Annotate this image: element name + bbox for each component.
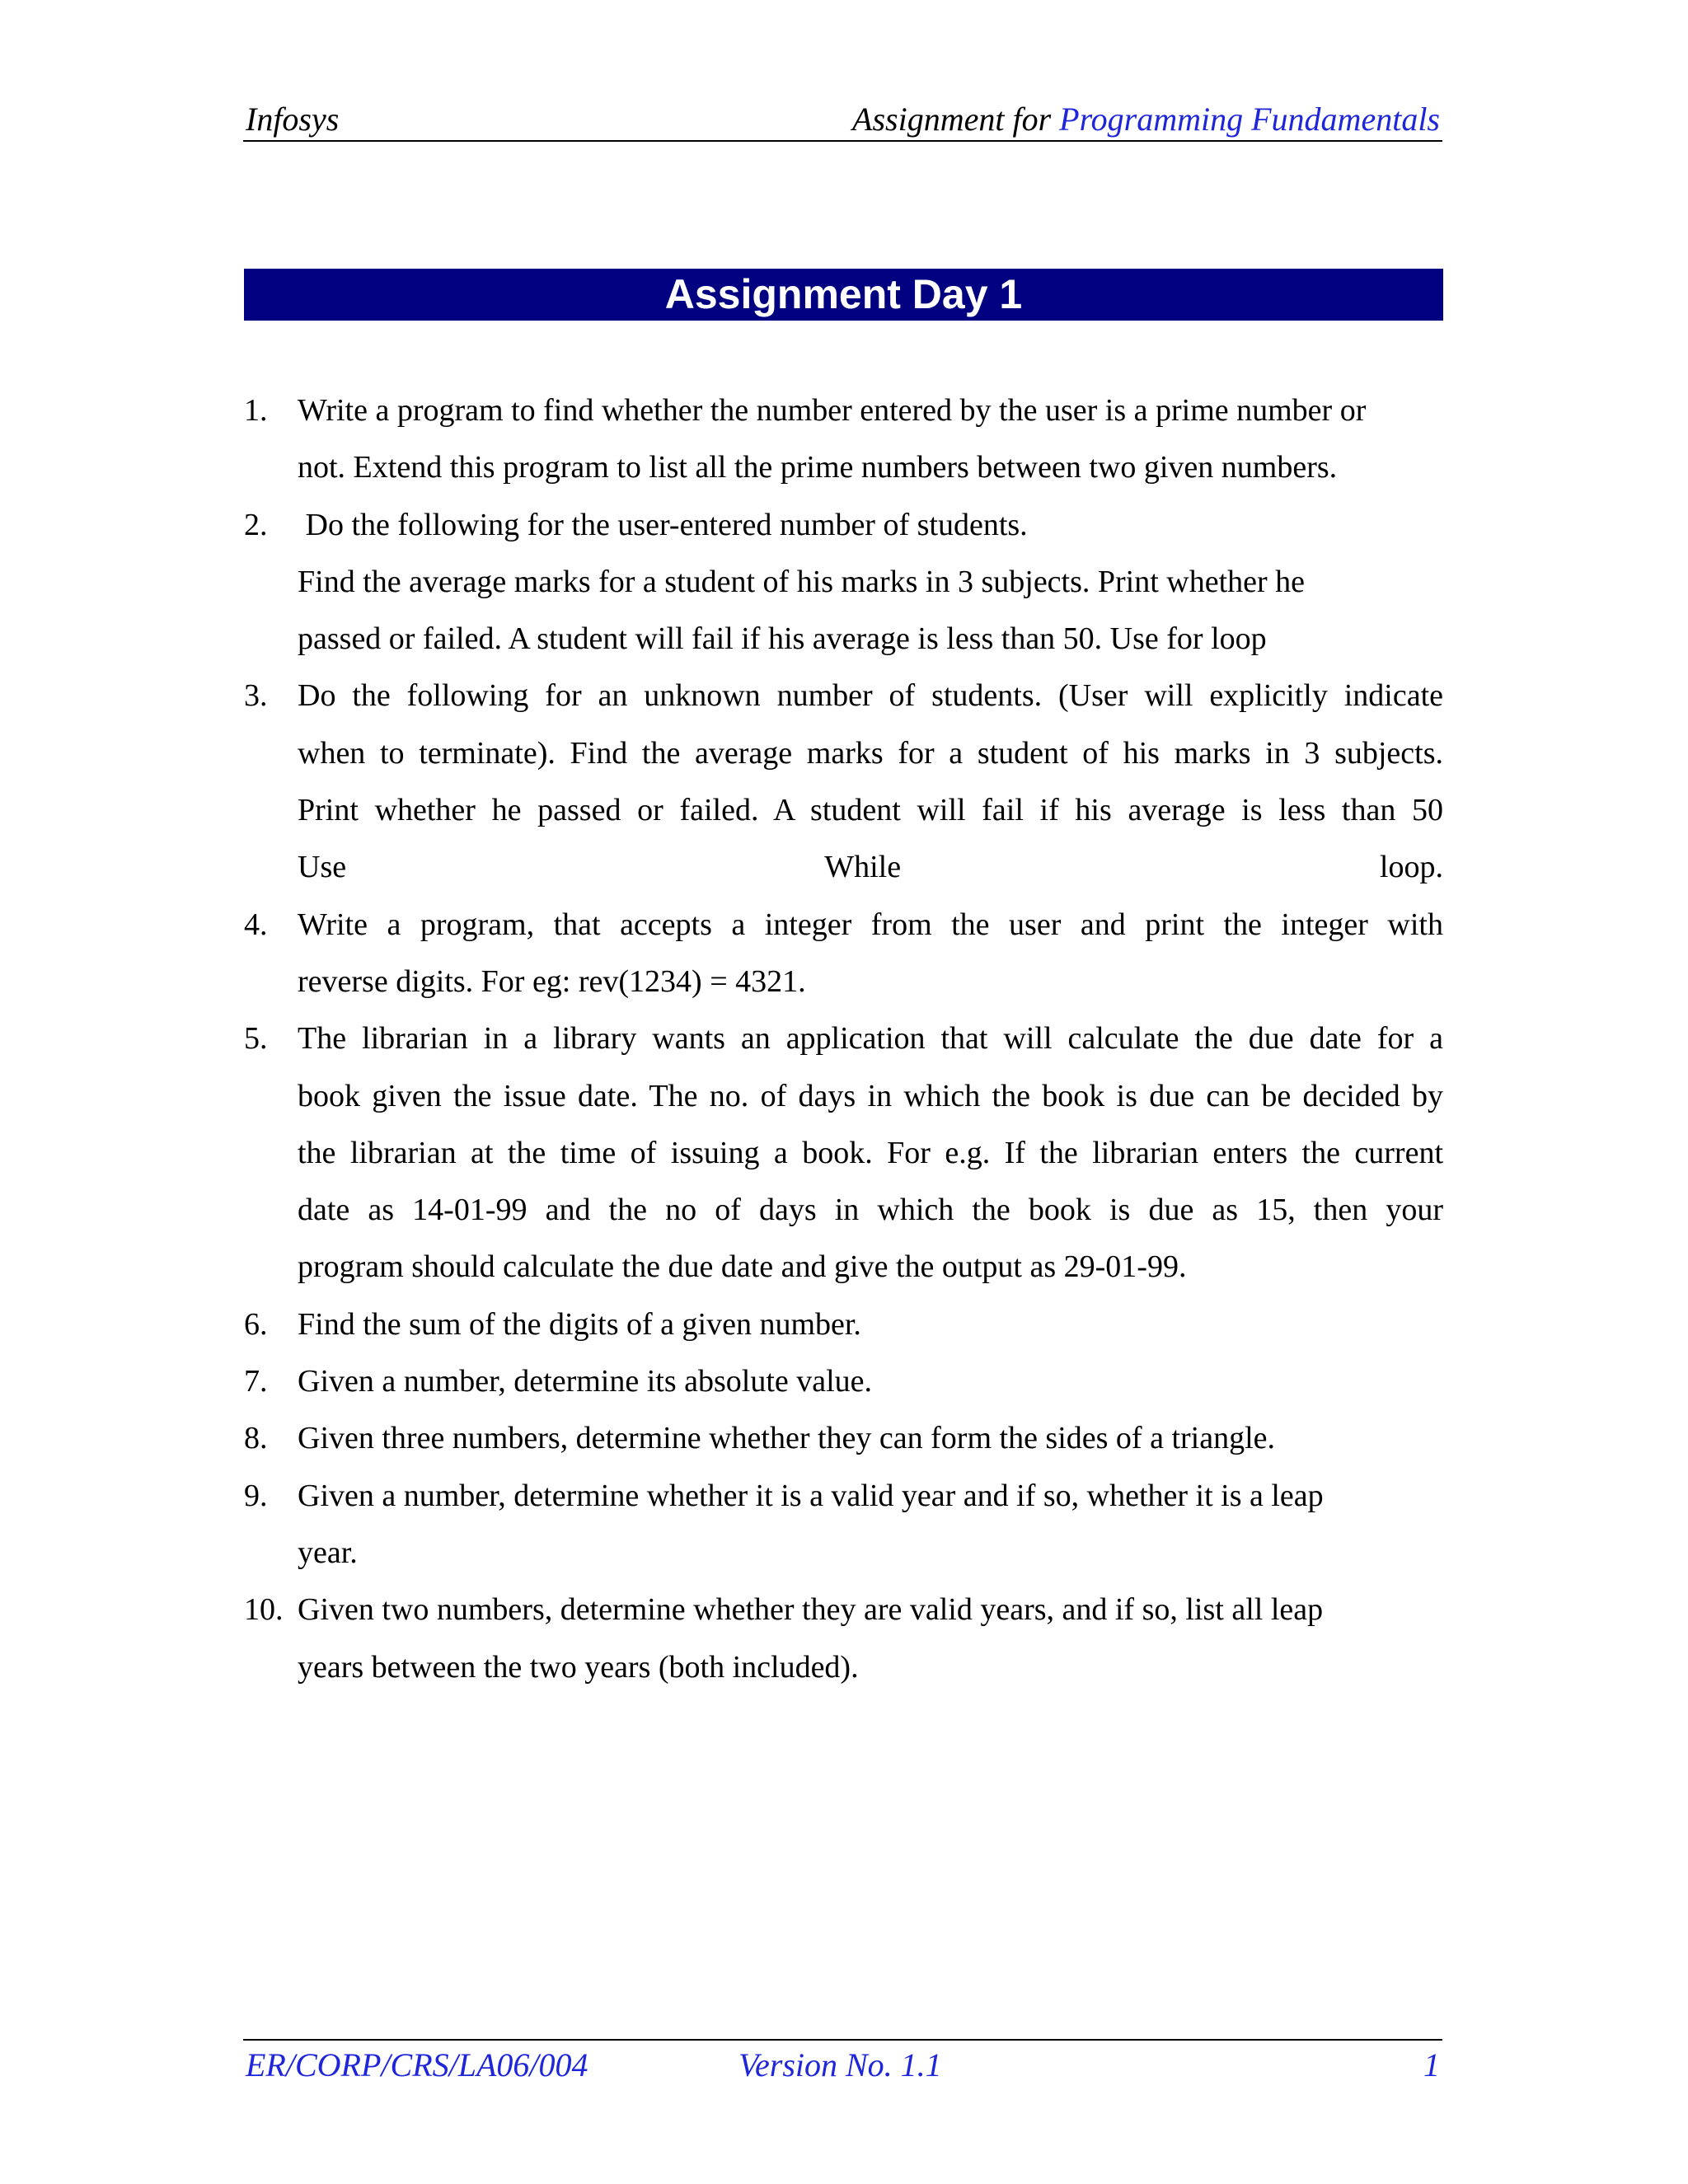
question-text-line: The librarian in a library wants an application that will calculate the due date for a bbox=[298, 1021, 1443, 1057]
question-number: 4. bbox=[244, 907, 268, 942]
question-item bbox=[244, 1582, 1443, 1696]
question-text-line: Write a program to find whether the number entered by the user is a prime number or bbox=[298, 393, 1367, 428]
question-number: 5. bbox=[244, 1021, 268, 1057]
question-text-line: Do the following for an unknown number of students. (User will explicitly indicate bbox=[298, 678, 1443, 714]
question-item bbox=[244, 1353, 1443, 1410]
question-text-line: Given a number, determine its absolute value. bbox=[298, 1364, 873, 1399]
question-item bbox=[244, 497, 1443, 668]
question-item bbox=[244, 1410, 1443, 1467]
question-item bbox=[244, 1468, 1443, 1582]
footer-doc-id: ER/CORP/CRS/LA06/004 bbox=[246, 2046, 588, 2083]
question-text-line: book given the issue date. The no. of days in which the book is due can be decided by bbox=[298, 1078, 1443, 1113]
question-item bbox=[244, 1010, 1443, 1296]
page-footer bbox=[243, 2039, 1442, 2090]
question-text-line: Find the average marks for a student of his marks in 3 subjects. Print whether he bbox=[298, 564, 1306, 599]
question-text-line: Use While loop. bbox=[298, 850, 1443, 885]
question-item bbox=[244, 1296, 1443, 1353]
question-number: 7. bbox=[244, 1364, 268, 1399]
page-header bbox=[243, 97, 1442, 142]
question-number: 6. bbox=[244, 1306, 268, 1342]
question-text-line: when to terminate). Find the average marks for a student of his marks in 3 subjects. bbox=[298, 735, 1443, 771]
question-text-line: Find the sum of the digits of a given number. bbox=[298, 1306, 861, 1342]
header-course: Programming Fundamentals bbox=[1059, 101, 1440, 138]
question-text-line: Given a number, determine whether it is a valid year and if so, whether it is a leap bbox=[298, 1478, 1324, 1513]
question-number: 1. bbox=[244, 393, 268, 428]
assignment-title: Assignment Day 1 bbox=[244, 269, 1443, 321]
header-company: Infosys bbox=[246, 101, 340, 138]
question-number: 10. bbox=[244, 1592, 284, 1628]
question-text-line: passed or failed. A student will fail if his average is less than 50. Use for loop bbox=[298, 621, 1267, 657]
question-text-line: Do the following for the user-entered number of students. bbox=[298, 507, 1028, 542]
question-number: 3. bbox=[244, 678, 268, 714]
question-item bbox=[244, 382, 1443, 497]
question-text-line: Given three numbers, determine whether they can form the sides of a triangle. bbox=[298, 1421, 1276, 1456]
header-prefix: Assignment for bbox=[852, 101, 1060, 138]
question-text-line: Write a program, that accepts a integer from the user and print the integer with bbox=[298, 907, 1443, 942]
question-text-line: Given two numbers, determine whether they are valid years, and if so, list all leap bbox=[298, 1592, 1324, 1628]
question-text-line: not. Extend this program to list all the prime numbers between two given numbers. bbox=[298, 450, 1338, 485]
question-number: 9. bbox=[244, 1478, 268, 1513]
question-number: 2. bbox=[244, 507, 268, 542]
question-list bbox=[244, 382, 1443, 1696]
question-item bbox=[244, 668, 1443, 896]
question-text-line: years between the two years (both included). bbox=[298, 1649, 859, 1685]
question-item bbox=[244, 897, 1443, 1011]
footer-page-number: 1 bbox=[1423, 2046, 1440, 2083]
question-text-line: the librarian at the time of issuing a book. For e.g. If the librarian enters the current bbox=[298, 1135, 1443, 1170]
footer-version: Version No. 1.1 bbox=[738, 2046, 942, 2083]
question-text-line: date as 14-01-99 and the no of days in which the book is due as 15, then your bbox=[298, 1193, 1443, 1228]
question-text-line: Print whether he passed or failed. A student will fail if his average is less than 50 bbox=[298, 793, 1443, 828]
question-text-line: program should calculate the due date and give the output as 29-01-99. bbox=[298, 1249, 1187, 1285]
question-text-line: reverse digits. For eg: rev(1234) = 4321. bbox=[298, 963, 806, 999]
header-assignment-title bbox=[852, 100, 1440, 138]
question-text-line: year. bbox=[298, 1535, 358, 1570]
question-number: 8. bbox=[244, 1421, 268, 1456]
